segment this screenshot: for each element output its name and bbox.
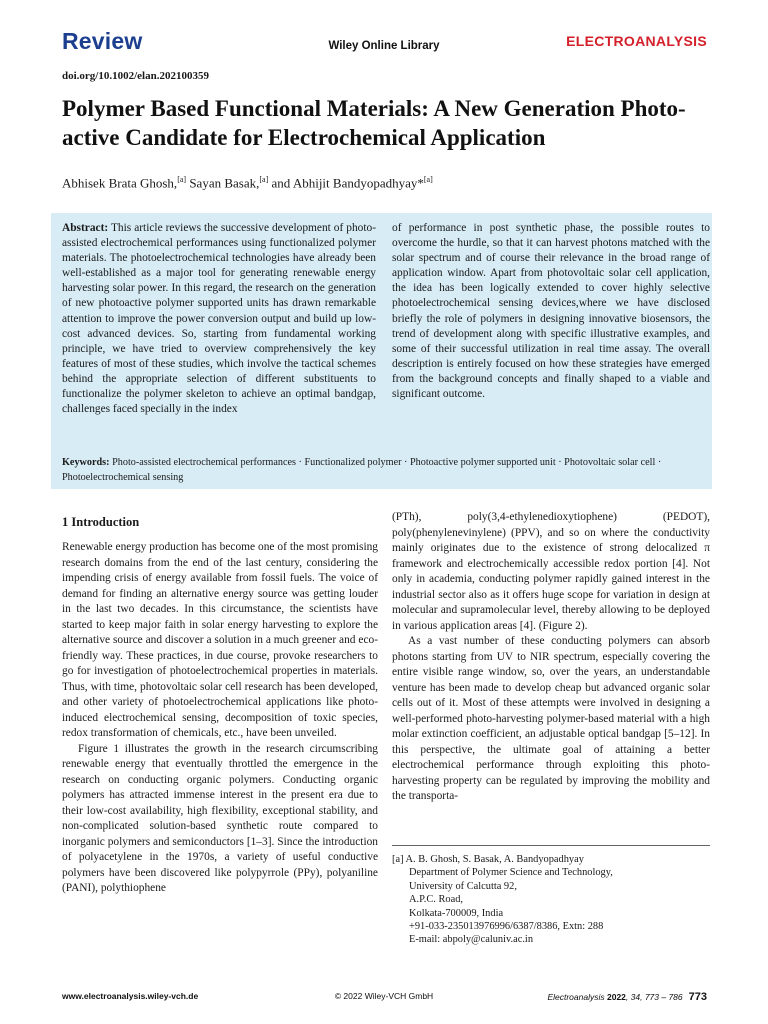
- body-left-column: [62, 540, 378, 897]
- affiliation-marker: [a]: [423, 175, 433, 184]
- affiliation-line: Kolkata-700009, India: [409, 907, 504, 919]
- doi-link[interactable]: doi.org/10.1002/elan.202100359: [62, 70, 209, 82]
- citation-journal: Electroanalysis: [547, 992, 605, 1002]
- section-label: Review: [62, 28, 143, 54]
- affiliation-marker: [a]: [177, 175, 187, 184]
- paragraph: (PTh), poly(3,4-ethylenedioxytiophene) (PEDOT), poly(phenylenevinylene) (PPV), and so on where the conductivity mainly originates due to the existence of strong delocalized π framework and electrochemically accessible redox portion [4]. Not only in academia, conducting polymer rapidly gained interest in the industrial sector also as it offers huge scope for variation in design at molecular and supramolecular level, thereby allowing to be deployed in various application areas [4]. (Figure 2).: [392, 511, 710, 632]
- article-title: Polymer Based Functional Materials: A New Generation Photo-active Candidate for Electrochemical Application: [62, 96, 686, 150]
- journal-name: ELECTROANALYSIS: [566, 33, 707, 49]
- affiliation-line: +91-033-235013976996/6387/8386, Extn: 288: [409, 921, 604, 933]
- abstract-right-column: of performance in post synthetic phase, the possible routes to overcome the hurdle, so that it can harvest photons matched with the solar spectrum and of course their relevance in the broad range of application window. Apart from photovoltaic solar cell application, the idea has been logically extended to cover highly selective photoelectrochemical sensing devices,where we have disclosed briefly the role of polymers in designing innovative biosensors, the trend of development along with specific illustrative examples, and some of their successful utilization in real time assay. The overall description is entirely focused on how these strategies have emerged from the background concepts and finally shaped to a viable and significant outcome.: [392, 222, 710, 401]
- author-name: Sayan Basak,: [186, 175, 260, 191]
- footer-citation: [547, 991, 707, 1003]
- keywords: [62, 455, 710, 485]
- keywords-text: Photo-assisted electrochemical performances · Functionalized polymer · Photoactive polymer supported unit · Photovoltaic solar cell · Photoelectrochemical sensing: [62, 457, 662, 483]
- affiliation-footnote: [392, 853, 710, 947]
- paragraph: Renewable energy production has become one of the most promising research domains from the end of the last century, considering the impending crisis of energy available from fossil fuels. The voice of demand for finding an alternative energy source was getting louder in the last two decades. In this circumstance, the scientists have started to keep major faith in solar energy harvesting to explore the alternative source and discover a solution in a much greener and eco-friendly way. These practices, in due course, provoke researchers to go for investigation of photoelectrochemical properties in materials. Thus, with time, photovoltaic solar cell research has been developed, and other variety of photoelectrochemical applications like photo-induced electrochemical sensing, decomposition of toxic species, redox transformation of chemicals, etc., have been unveiled.: [62, 541, 378, 739]
- keywords-label: Keywords:: [62, 457, 110, 468]
- abstract-text: This article reviews the successive development of photo-assisted electrochemical performances using functionalized polymer materials. The photoelectrochemical technologies have already been well-established as a major tool for generating renewable energy harvesting solar power. In this regard, the research on the generation of new photoactive polymer supported units has drawn remarkable attention to improve the power conversion output and build up low-cost advanced devices. So, starting from fundamental working principle, we have tried to overview comprehensively the key features of most of these studies, which involve the tactical schemes behind the appropriate selection of different substituents to functionalize the polymer skeleton to achieve an optimal bandgap, challenges faced specially in the index: [62, 222, 376, 416]
- body-right-column: [392, 510, 710, 805]
- footnote-divider: [392, 845, 710, 846]
- affiliation-line: University of Calcutta 92,: [409, 880, 517, 892]
- affiliation-line: A.P.C. Road,: [409, 894, 463, 906]
- page-number: 773: [688, 991, 707, 1003]
- citation-year: 2022: [607, 992, 626, 1002]
- footer-website[interactable]: www.electroanalysis.wiley-vch.de: [62, 991, 199, 1001]
- citation-volume-pages: , 34, 773 – 786: [625, 992, 683, 1002]
- author-list: [62, 175, 433, 191]
- paragraph: As a vast number of these conducting polymers can absorb photons starting from UV to NIR spectrum, especially covering the entire visible range window, so, over the years, an understandable venture has been made to develop cheap but advanced organic solar cells out of it. Most of these attempts were involved in designing a well-performed photo-harvesting polymer-based material with a high molar extinction coefficient, an adjustable optical bandgap [5–12]. In this perspective, the ultimate goal of attaining a better electrochemical performance through exploiting this photo-harvesting property can be regulated by improving the mobility and the transporta-: [392, 635, 710, 802]
- abstract-label: Abstract:: [62, 222, 109, 234]
- author-name: and Abhijit Bandyopadhyay*: [268, 175, 424, 191]
- paragraph: Figure 1 illustrates the growth in the research circumscribing renewable energy that eventually throttled the emergence in the research on conducting organic polymers. Conducting organic polymers has attracted immense interest in the present era due to their low-cost availability, high flexibility, exceptional stability, and non-complicated solution-based synthetic route compared to inorganic polymers and semiconductors [1–3]. Since the introduction of polyacetylene in the 1970s, a variety of useful conductive polymers have been discovered like polypyrrole (PPy), polyaniline (PANI), polythiophene: [62, 742, 378, 894]
- publisher-label[interactable]: Wiley Online Library: [328, 40, 440, 52]
- affiliation-line: Department of Polymer Science and Technology,: [409, 867, 613, 879]
- affiliation-email[interactable]: E-mail: abpoly@caluniv.ac.in: [409, 934, 534, 946]
- abstract-left-column: [62, 221, 376, 417]
- affiliation-marker: [a]: [259, 175, 269, 184]
- section-heading: 1 Introduction: [62, 515, 140, 529]
- author-name: Abhisek Brata Ghosh,: [62, 175, 178, 191]
- affiliation-line: [a] A. B. Ghosh, S. Basak, A. Bandyopadhyay: [392, 854, 584, 865]
- footer-copyright: © 2022 Wiley-VCH GmbH: [334, 991, 434, 1001]
